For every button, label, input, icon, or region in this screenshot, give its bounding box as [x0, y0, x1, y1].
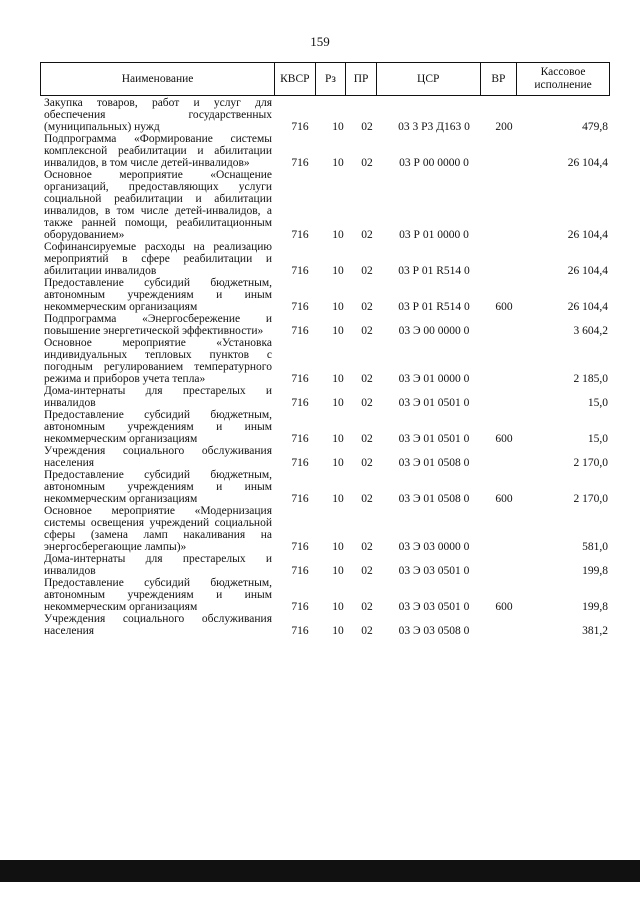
row-pr: 02 [361, 301, 373, 313]
row-sum: 26 104,4 [567, 265, 608, 277]
row-pr: 02 [361, 265, 373, 277]
row-pr: 02 [361, 457, 373, 469]
row-rz: 10 [332, 541, 344, 553]
row-csr: 03 3 Р3 Д163 0 [398, 121, 470, 133]
row-name: Предоставление субсидий бюджетным, автономным учреждениям и иным некоммерческим организациям [44, 469, 272, 505]
row-pr: 02 [361, 433, 373, 445]
row-csr: 03 Э 03 0501 0 [398, 565, 470, 577]
table-row [40, 241, 610, 277]
row-csr: 03 Э 01 0508 0 [398, 457, 470, 469]
row-name: Предоставление субсидий бюджетным, автономным учреждениям и иным некоммерческим организациям [44, 577, 272, 613]
table-row [40, 385, 610, 409]
row-pr: 02 [361, 325, 373, 337]
header-name: Наименование [41, 63, 275, 95]
row-name: Дома-интернаты для престарелых и инвалидов [44, 553, 272, 577]
header-cash-execution: Кассовое исполнение [517, 63, 610, 95]
row-sum: 26 104,4 [567, 301, 608, 313]
row-kvsr: 716 [291, 397, 309, 409]
row-vr: 600 [495, 601, 513, 613]
row-name: Закупка товаров, работ и услуг для обеспечения государственных (муниципальных) нужд [44, 97, 272, 133]
table-row [40, 277, 610, 313]
header-vr: ВР [481, 63, 518, 95]
row-vr: 600 [495, 493, 513, 505]
row-rz: 10 [332, 457, 344, 469]
row-pr: 02 [361, 601, 373, 613]
row-name: Подпрограмма «Энергосбережение и повышение энергетической эффективности» [44, 313, 272, 337]
row-csr: 03 Э 01 0501 0 [398, 397, 470, 409]
row-pr: 02 [361, 373, 373, 385]
table-row [40, 613, 610, 637]
row-csr: 03 Э 03 0501 0 [398, 601, 470, 613]
row-sum: 381,2 [582, 625, 608, 637]
row-pr: 02 [361, 493, 373, 505]
row-rz: 10 [332, 625, 344, 637]
row-pr: 02 [361, 541, 373, 553]
row-pr: 02 [361, 121, 373, 133]
row-vr: 200 [495, 121, 513, 133]
row-kvsr: 716 [291, 301, 309, 313]
row-sum: 479,8 [582, 121, 608, 133]
row-sum: 3 604,2 [573, 325, 608, 337]
row-pr: 02 [361, 397, 373, 409]
row-csr: 03 Э 01 0508 0 [398, 493, 470, 505]
row-name: Софинансируемые расходы на реализацию мероприятий в сфере реабилитации и абилитации инвалидов [44, 241, 272, 277]
row-name: Основное мероприятие «Модернизация системы освещения учреждений социальной сферы (замена ламп накаливания на энергосберегающие лампы)» [44, 505, 272, 553]
row-csr: 03 Э 00 0000 0 [398, 325, 470, 337]
row-name: Дома-интернаты для престарелых и инвалидов [44, 385, 272, 409]
row-name: Предоставление субсидий бюджетным, автономным учреждениям и иным некоммерческим организациям [44, 409, 272, 445]
row-name: Учреждения социального обслуживания населения [44, 445, 272, 469]
row-sum: 2 170,0 [573, 457, 608, 469]
row-csr: 03 Р 01 R514 0 [398, 301, 470, 313]
row-sum: 15,0 [587, 433, 608, 445]
row-kvsr: 716 [291, 157, 309, 169]
row-kvsr: 716 [291, 601, 309, 613]
row-kvsr: 716 [291, 457, 309, 469]
header-csr: ЦСР [377, 63, 481, 95]
header-kvsr: КВСР [275, 63, 316, 95]
row-rz: 10 [332, 373, 344, 385]
row-name: Основное мероприятие «Установка индивидуальных тепловых пунктов с погодным регулированием температурного режима и приборов учета тепла» [44, 337, 272, 385]
row-pr: 02 [361, 157, 373, 169]
table-header [40, 62, 610, 96]
row-sum: 15,0 [587, 397, 608, 409]
row-vr: 600 [495, 433, 513, 445]
row-kvsr: 716 [291, 433, 309, 445]
row-sum: 199,8 [582, 565, 608, 577]
row-kvsr: 716 [291, 265, 309, 277]
row-csr: 03 Э 01 0000 0 [398, 373, 470, 385]
row-rz: 10 [332, 397, 344, 409]
table-body [40, 97, 610, 637]
row-rz: 10 [332, 265, 344, 277]
row-vr: 600 [495, 301, 513, 313]
row-kvsr: 716 [291, 229, 309, 241]
row-name: Подпрограмма «Формирование системы комплексной реабилитации и абилитации инвалидов, в том числе детей-инвалидов» [44, 133, 272, 169]
row-sum: 26 104,4 [567, 229, 608, 241]
row-sum: 199,8 [582, 601, 608, 613]
row-sum: 581,0 [582, 541, 608, 553]
row-rz: 10 [332, 121, 344, 133]
row-name: Предоставление субсидий бюджетным, автономным учреждениям и иным некоммерческим организациям [44, 277, 272, 313]
row-rz: 10 [332, 601, 344, 613]
row-csr: 03 Э 03 0508 0 [398, 625, 470, 637]
table-row [40, 409, 610, 445]
header-rz: Рз [316, 63, 347, 95]
scan-bottom-border [0, 860, 640, 882]
budget-table [40, 62, 610, 637]
table-row [40, 313, 610, 337]
row-csr: 03 Э 03 0000 0 [398, 541, 470, 553]
table-row [40, 337, 610, 385]
table-row [40, 133, 610, 169]
row-kvsr: 716 [291, 565, 309, 577]
row-rz: 10 [332, 493, 344, 505]
row-rz: 10 [332, 433, 344, 445]
row-kvsr: 716 [291, 373, 309, 385]
row-sum: 26 104,4 [567, 157, 608, 169]
row-csr: 03 Р 01 0000 0 [399, 229, 469, 241]
table-row [40, 577, 610, 613]
row-pr: 02 [361, 229, 373, 241]
table-row [40, 445, 610, 469]
row-csr: 03 Р 01 R514 0 [398, 265, 470, 277]
table-row [40, 505, 610, 553]
row-pr: 02 [361, 565, 373, 577]
row-csr: 03 Р 00 0000 0 [399, 157, 469, 169]
row-sum: 2 170,0 [573, 493, 608, 505]
row-name: Учреждения социального обслуживания населения [44, 613, 272, 637]
row-kvsr: 716 [291, 493, 309, 505]
row-kvsr: 716 [291, 121, 309, 133]
row-csr: 03 Э 01 0501 0 [398, 433, 470, 445]
row-rz: 10 [332, 229, 344, 241]
row-name: Основное мероприятие «Оснащение организаций, предоставляющих услуги социальной реабилитации и абилитации инвалидов, в том числе детей-инвалидов, а также ранней помощи, реабилитационным оборудованием» [44, 169, 272, 241]
table-row [40, 169, 610, 241]
table-row [40, 553, 610, 577]
row-kvsr: 716 [291, 541, 309, 553]
row-pr: 02 [361, 625, 373, 637]
header-pr: ПР [346, 63, 377, 95]
page-number: 159 [310, 34, 330, 49]
row-kvsr: 716 [291, 625, 309, 637]
row-sum: 2 185,0 [573, 373, 608, 385]
row-rz: 10 [332, 157, 344, 169]
row-rz: 10 [332, 565, 344, 577]
table-row [40, 97, 610, 133]
row-kvsr: 716 [291, 325, 309, 337]
row-rz: 10 [332, 301, 344, 313]
row-rz: 10 [332, 325, 344, 337]
table-row [40, 469, 610, 505]
